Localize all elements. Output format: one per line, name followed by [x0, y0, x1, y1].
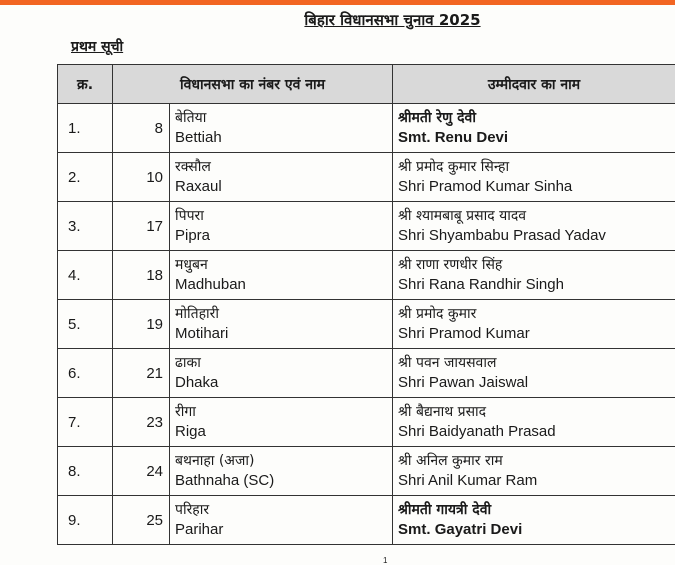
- serial-cell: 8.: [58, 447, 113, 496]
- header-candidate: उम्मीदवार का नाम: [393, 65, 675, 104]
- constituency-number: 17: [113, 202, 170, 251]
- table-body: [58, 104, 675, 545]
- table-row: [58, 153, 675, 202]
- constituency-name-english: Madhuban: [175, 275, 392, 295]
- constituency-name: [170, 202, 393, 251]
- candidate-name: [393, 104, 675, 153]
- constituency-name-english: Pipra: [175, 226, 392, 246]
- constituency-name: [170, 349, 393, 398]
- table-row: [58, 202, 675, 251]
- table-row: [58, 300, 675, 349]
- serial-cell: 2.: [58, 153, 113, 202]
- constituency-name-english: Riga: [175, 422, 392, 442]
- header-serial: क्र.: [58, 65, 113, 104]
- candidate-name: [393, 300, 675, 349]
- candidate-name-hindi: श्री राणा रणधीर सिंह: [398, 255, 675, 275]
- constituency-name-english: Bettiah: [175, 128, 392, 148]
- serial-cell: 3.: [58, 202, 113, 251]
- constituency-name: [170, 398, 393, 447]
- serial-cell: 6.: [58, 349, 113, 398]
- table-row: [58, 104, 675, 153]
- candidate-name-hindi: श्री अनिल कुमार राम: [398, 451, 675, 471]
- constituency-name-hindi: मधुबन: [175, 255, 392, 275]
- candidate-name-english: Smt. Renu Devi: [398, 128, 675, 148]
- constituency-name-english: Bathnaha (SC): [175, 471, 392, 491]
- table-row: [58, 496, 675, 545]
- constituency-number: 19: [113, 300, 170, 349]
- constituency-name-english: Parihar: [175, 520, 392, 540]
- constituency-name-hindi: बथनाहा (अजा): [175, 451, 392, 471]
- constituency-name: [170, 496, 393, 545]
- table-header-row: [58, 65, 675, 104]
- constituency-name: [170, 104, 393, 153]
- candidate-name-hindi: श्री श्यामबाबू प्रसाद यादव: [398, 206, 675, 226]
- constituency-number: 23: [113, 398, 170, 447]
- table-row: [58, 349, 675, 398]
- serial-cell: 5.: [58, 300, 113, 349]
- candidate-name-hindi: श्री प्रमोद कुमार सिन्हा: [398, 157, 675, 177]
- candidate-name: [393, 398, 675, 447]
- page-number: 1: [383, 556, 387, 565]
- candidate-name-english: Shri Rana Randhir Singh: [398, 275, 675, 295]
- table-row: [58, 251, 675, 300]
- constituency-name: [170, 447, 393, 496]
- constituency-number: 21: [113, 349, 170, 398]
- candidate-name-english: Shri Anil Kumar Ram: [398, 471, 675, 491]
- constituency-name-hindi: ढाका: [175, 353, 392, 373]
- constituency-name-english: Motihari: [175, 324, 392, 344]
- constituency-name-hindi: बेतिया: [175, 108, 392, 128]
- candidate-name-hindi: श्री बैद्यनाथ प्रसाद: [398, 402, 675, 422]
- candidate-name-english: Smt. Gayatri Devi: [398, 520, 675, 540]
- table-row: [58, 447, 675, 496]
- serial-cell: 1.: [58, 104, 113, 153]
- constituency-number: 18: [113, 251, 170, 300]
- constituency-name-hindi: पिपरा: [175, 206, 392, 226]
- constituency-number: 25: [113, 496, 170, 545]
- constituency-name-hindi: परिहार: [175, 500, 392, 520]
- header-constituency: विधानसभा का नंबर एवं नाम: [113, 65, 393, 104]
- candidate-name: [393, 496, 675, 545]
- table-row: [58, 398, 675, 447]
- constituency-number: 24: [113, 447, 170, 496]
- candidate-name: [393, 202, 675, 251]
- constituency-name-english: Raxaul: [175, 177, 392, 197]
- candidate-name-hindi: श्रीमती रेणु देवी: [398, 108, 675, 128]
- constituency-number: 10: [113, 153, 170, 202]
- constituency-name: [170, 153, 393, 202]
- candidate-name: [393, 153, 675, 202]
- serial-cell: 7.: [58, 398, 113, 447]
- candidate-name-hindi: श्री प्रमोद कुमार: [398, 304, 675, 324]
- list-label: प्रथम सूची: [71, 37, 123, 56]
- constituency-name-hindi: रक्सौल: [175, 157, 392, 177]
- serial-cell: 4.: [58, 251, 113, 300]
- constituency-name-english: Dhaka: [175, 373, 392, 393]
- candidate-name-english: Shri Shyambabu Prasad Yadav: [398, 226, 675, 246]
- candidate-name-hindi: श्री पवन जायसवाल: [398, 353, 675, 373]
- candidate-table: [57, 64, 675, 545]
- constituency-name: [170, 251, 393, 300]
- constituency-name-hindi: मोतिहारी: [175, 304, 392, 324]
- candidate-name-english: Shri Baidyanath Prasad: [398, 422, 675, 442]
- document-title: बिहार विधानसभा चुनाव 2025: [0, 10, 675, 30]
- constituency-number: 8: [113, 104, 170, 153]
- constituency-name: [170, 300, 393, 349]
- serial-cell: 9.: [58, 496, 113, 545]
- candidate-name-english: Shri Pawan Jaiswal: [398, 373, 675, 393]
- candidate-name: [393, 349, 675, 398]
- top-accent-bar: [0, 0, 675, 5]
- candidate-name-hindi: श्रीमती गायत्री देवी: [398, 500, 675, 520]
- candidate-name-english: Shri Pramod Kumar Sinha: [398, 177, 675, 197]
- constituency-name-hindi: रीगा: [175, 402, 392, 422]
- candidate-name-english: Shri Pramod Kumar: [398, 324, 675, 344]
- candidate-name: [393, 447, 675, 496]
- candidate-name: [393, 251, 675, 300]
